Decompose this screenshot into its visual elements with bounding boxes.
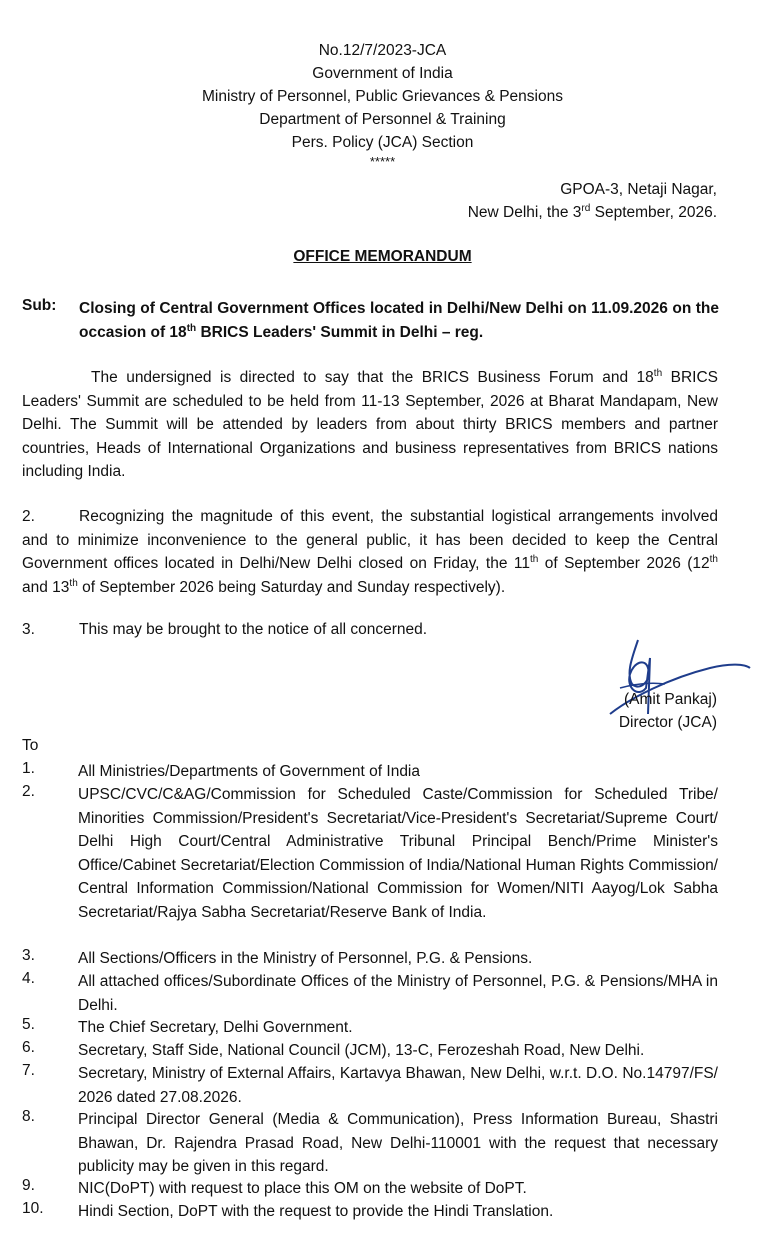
recipient-item: All attached offices/Subordinate Offices of the Ministry of Personnel, P.G. & Pensions/MHA in Delhi. — [78, 973, 718, 1014]
recipient-item: UPSC/CVC/C&AG/Commission for Scheduled Caste/Commission for Scheduled Tribe/ Minorities Commission/President's Secretariat/Vice-President's Secretariat/Supreme Court/ Delhi High Court/Central Administrative Tribunal Principal Bench/Prime Minister's Office/Cabinet Secretariat/Election Commission of India/National Human Rights Commission/ Central Information Commission/National Commission for Women/NITI Aayog/Lok Sabha Secretariat/Rajya Sabha Secretariat/Reserve Bank of India. — [78, 786, 718, 921]
recipient-number: 6. — [22, 1039, 35, 1056]
section-line: Pers. Policy (JCA) Section — [291, 134, 474, 151]
ministry-line: Ministry of Personnel, Public Grievances & Pensions — [202, 88, 563, 105]
signatory-designation: Director (JCA) — [618, 714, 717, 731]
recipient-item: NIC(DoPT) with request to place this OM on the website of DoPT. — [78, 1180, 527, 1197]
paragraph-1: The undersigned is directed to say that the BRICS Business Forum and 18th BRICS Leaders' Summit are scheduled to be held from 11-13 September, 2026 at Bharat Mandapam, New Delhi. The Summit will be attended by leaders from about thirty BRICS members and partner countries, Heads of International Organizations and business representatives from BRICS nations including India. — [22, 367, 718, 480]
recipient-number: 10. — [22, 1200, 44, 1217]
recipient-number: 2. — [22, 783, 35, 800]
recipient-number: 9. — [22, 1177, 35, 1194]
memo-date: New Delhi, the 3rd September, 2026. — [467, 202, 717, 221]
recipient-number: 1. — [22, 760, 35, 777]
file-number: No.12/7/2023-JCA — [318, 42, 447, 59]
recipient-number: 7. — [22, 1062, 35, 1079]
to-label: To — [22, 737, 39, 754]
paragraph-3-number: 3. — [22, 621, 35, 638]
recipient-number: 4. — [22, 970, 35, 987]
recipient-number: 3. — [22, 947, 35, 964]
paragraph-2: 2. Recognizing the magnitude of this event, the substantial logistical arrangements involved and to minimize inconvenience to the general public, it has been decided to keep the Central Government offices located in Delhi/New Delhi closed on Friday, the 11th of September 2026 (12th and 13th of September 2026 being Saturday and Sunday respectively). — [22, 508, 718, 596]
recipient-item: Secretary, Ministry of External Affairs, Kartavya Bhawan, New Delhi, w.r.t. D.O. No.14797/FS/ 2026 dated 27.08.2026. — [78, 1065, 718, 1106]
recipient-item: All Sections/Officers in the Ministry of Personnel, P.G. & Pensions. — [78, 950, 533, 967]
recipient-item: Secretary, Staff Side, National Council (JCM), 13-C, Ferozeshah Road, New Delhi. — [78, 1042, 645, 1059]
subject-text: Closing of Central Government Offices located in Delhi/New Delhi on 11.09.2026 on the occasion of 18th BRICS Leaders' Summit in Delhi – reg. — [79, 300, 719, 341]
paragraph-3: This may be brought to the notice of all concerned. — [79, 621, 428, 638]
memo-title: OFFICE MEMORANDUM — [293, 248, 472, 265]
subject-label: Sub: — [22, 297, 57, 314]
header-stars: ***** — [369, 154, 396, 169]
recipient-number: 8. — [22, 1108, 35, 1125]
recipient-item: The Chief Secretary, Delhi Government. — [78, 1019, 353, 1036]
recipient-item: All Ministries/Departments of Government of India — [78, 763, 420, 780]
government-line: Government of India — [312, 65, 453, 82]
signatory-name: (Amit Pankaj) — [623, 691, 717, 708]
recipient-item: Hindi Section, DoPT with the request to provide the Hindi Translation. — [78, 1203, 554, 1220]
recipient-number: 5. — [22, 1016, 35, 1033]
department-line: Department of Personnel & Training — [259, 111, 506, 128]
recipient-item: Principal Director General (Media & Communication), Press Information Bureau, Shastri Bhawan, Dr. Rajendra Prasad Road, New Delhi-110001 with the request that necessary publicity may be given in this regard. — [78, 1111, 718, 1175]
office-address: GPOA-3, Netaji Nagar, — [560, 181, 717, 198]
